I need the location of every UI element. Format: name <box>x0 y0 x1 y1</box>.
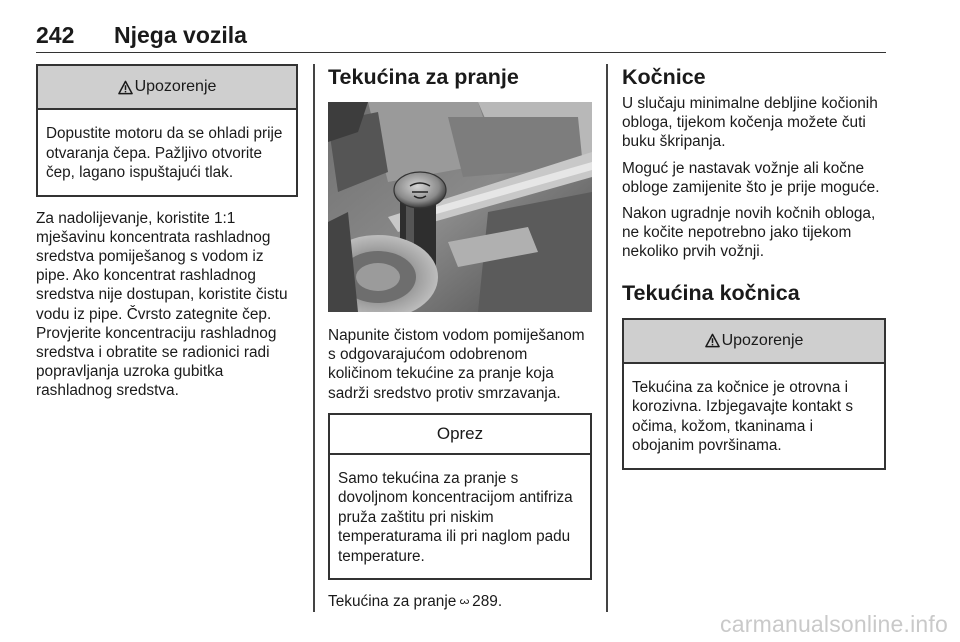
warning-triangle-icon <box>705 333 720 348</box>
page-number: 242 <box>36 22 75 48</box>
brake-warning-header <box>624 320 884 364</box>
column-1 <box>36 64 298 401</box>
washer-fluid-heading: Tekućina za pranje <box>328 65 519 89</box>
column-3 <box>622 64 886 470</box>
warning-header <box>38 66 296 110</box>
page-header <box>36 22 886 53</box>
coolant-paragraph: Za nadolijevanje, koristite 1:1 mješavinu koncentrata rashladnog sredstva pomiješanog s vodom iz pipe. Ako koncentrat rashladnog sredstva nije dostupan, koristite čistu vodu iz pipe. Čvrsto zategnite čep. Provjerite koncentraciju rashladnog sredstva i obratite se radionici radi popravljanja uzroka gubitka rashladnog sredstva. <box>36 209 288 400</box>
brake-warning-title: Upozorenje <box>721 331 804 349</box>
washer-reference[interactable] <box>328 592 592 611</box>
column-2 <box>328 64 592 612</box>
brakes-paragraph-3: Nakon ugradnje novih kočnih obloga, ne kočite nepotrebno jako tijekom nekoliko prvih vožnji. <box>622 205 876 261</box>
warning-triangle-icon <box>118 80 133 95</box>
brake-warning-text: Tekućina za kočnice je otrovna i korozivna. Izbjegavajte kontakt s očima, kožom, tkaninama i obojanim površinama. <box>632 378 854 455</box>
brake-fluid-heading: Tekućina kočnica <box>622 280 800 305</box>
brakes-heading: Kočnice <box>622 65 706 89</box>
caution-title: Oprez <box>436 423 484 443</box>
caution-text: Samo tekućina za pranje s dovoljnom koncentracijom antifriza pruža zaštitu pri niskim temperaturama ili pri naglom padu temperature. <box>338 469 573 565</box>
caution-header <box>330 415 590 455</box>
washer-reservoir-photo <box>328 102 592 312</box>
brakes-paragraph-2: Moguć je nastavak vožnje ali kočne obloge zamijenite što je prije moguće. <box>622 159 880 196</box>
reference-page[interactable]: 289. <box>472 593 503 611</box>
reference-label: Tekućina za pranje <box>328 593 457 611</box>
watermark: carmanualsonline.info <box>720 611 948 637</box>
warning-text: Dopustite motoru da se ohladi prije otvaranja čepa. Pažljivo otvorite čep, lagano ispuštajući tlak. <box>46 125 283 181</box>
column-divider-2 <box>606 64 608 612</box>
reference-arrow-icon: 3 <box>456 599 472 605</box>
section-title: Njega vozila <box>114 22 247 48</box>
warning-title: Upozorenje <box>134 78 217 95</box>
column-divider-1 <box>313 64 315 612</box>
warning-box <box>36 64 298 197</box>
brake-warning-box <box>622 318 886 470</box>
washer-fluid-paragraph: Napunite čistom vodom pomiješanom s odgovarajućom odobrenom količinom tekućine za pranje koja sadrži sredstvo protiv smrzavanja. <box>328 327 585 402</box>
caution-box <box>328 413 592 581</box>
brakes-paragraph-1: U slučaju minimalne debljine kočionih obloga, tijekom kočenja možete čuti buku škripanja. <box>622 95 878 151</box>
